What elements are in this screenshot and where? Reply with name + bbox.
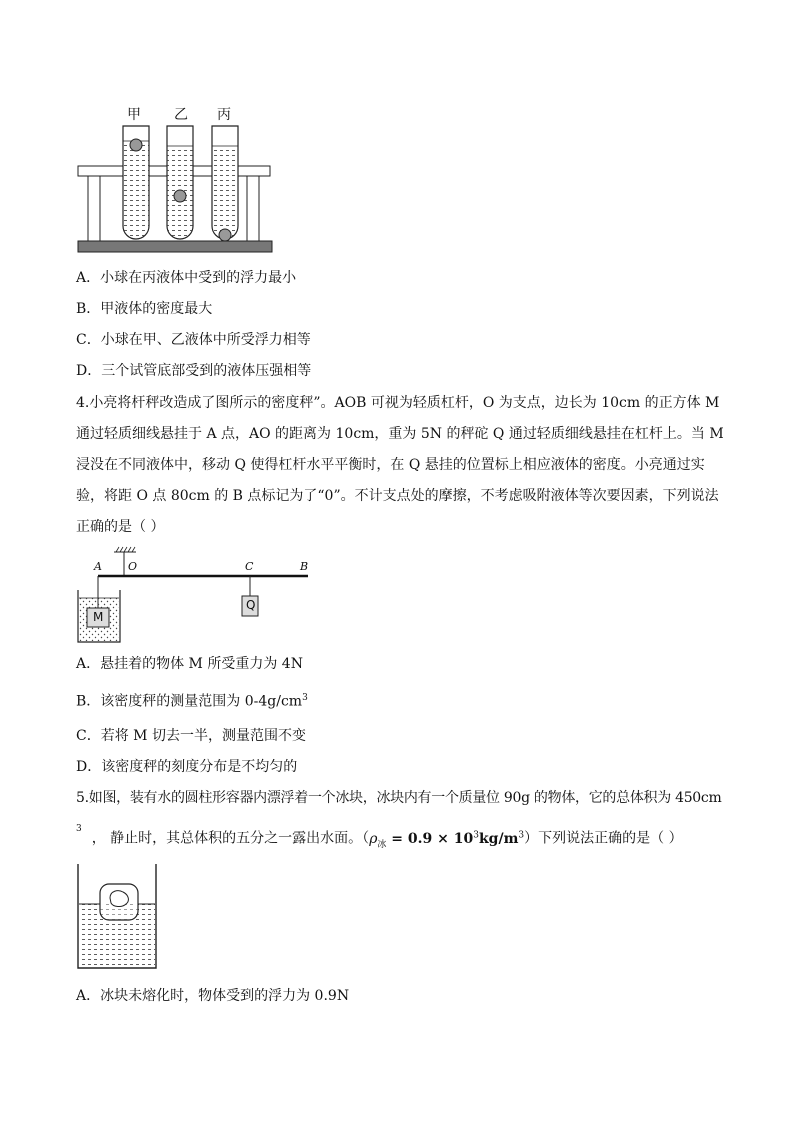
q4-option-b-sup: 3: [302, 693, 308, 703]
q5-option-a: A．冰块未熔化时，物体受到的浮力为 0.9N: [76, 988, 350, 1004]
q4-option-b-text: B．该密度秤的测量范围为 0-4g/cm: [76, 693, 303, 710]
q4-stem-line-2: 通过轻质细线悬挂于 A 点，AO 的距离为 10cm，重为 5N 的秤砣 Q 通过轻质细线悬挂在杠杆上。当 M: [76, 426, 724, 442]
tube-label-jia: 甲: [127, 107, 141, 123]
formula-unit: kg/m: [478, 830, 519, 847]
q4-stem-line-5: 正确的是（ ）: [76, 519, 165, 535]
q3-option-b: B．甲液体的密度最大: [76, 301, 213, 317]
formula-rho: ρ: [369, 830, 378, 847]
tube-yi: [167, 126, 193, 239]
tube-label-bing: 丙: [217, 107, 231, 123]
q5-stem-line-1: 5.如图，装有水的圆柱形容器内漂浮着一个冰块，冰块内有一个质量位 90g 的物体，它的总体积为 450cm: [76, 790, 722, 806]
q5-stem-tail: ）下列说法正确的是（ ）: [524, 830, 683, 847]
point-label-a: A: [94, 560, 102, 573]
q4-stem-line-1: 4.小亮将杆秤改造成了图所示的密度秤”。AOB 可视为轻质杠杆，O 为支点，边长为 10cm 的正方体 M: [76, 395, 720, 411]
block-label-q: Q: [246, 598, 256, 612]
q4-option-c: C．若将 M 切去一半，测量范围不变: [76, 728, 306, 744]
density-scale-figure: [76, 546, 316, 646]
tube-bing: [212, 126, 238, 241]
q3-option-d: D．三个试管底部受到的液体压强相等: [76, 363, 312, 379]
test-tube-rack-figure: [76, 98, 276, 258]
formula-rest: = 0.9 × 10: [386, 830, 474, 847]
point-label-b: B: [300, 560, 309, 573]
q4-option-a: A．悬挂着的物体 M 所受重力为 4N: [76, 656, 303, 672]
q4-option-d: D．该密度秤的刻度分布是不均匀的: [76, 759, 298, 775]
ice-block-figure: [76, 862, 160, 972]
lever-diagram: [76, 546, 316, 646]
q4-option-b: [76, 688, 308, 712]
point-label-c: C: [245, 560, 254, 573]
point-label-o: O: [128, 560, 138, 573]
formula-exp: 3: [473, 830, 479, 840]
formula-unit-exp: 3: [518, 830, 525, 840]
q3-option-a: A．小球在丙液体中受到的浮力最小: [76, 270, 297, 286]
q5-stem-text: ， 静止时，其总体积的五分之一露出水面。（: [91, 830, 370, 847]
tube-jia: [123, 126, 149, 239]
formula-sub: 冰: [377, 839, 387, 850]
ice-container-diagram: [76, 862, 160, 972]
ice-density-formula: [369, 830, 525, 850]
q4-stem-line-3: 浸没在不同液体中，移动 Q 使得杠杆水平平衡时，在 Q 悬挂的位置标上相应液体的密度。小亮通过实: [76, 457, 705, 473]
q5-stem-sup: 3: [76, 824, 82, 834]
tube-label-yi: 乙: [174, 107, 188, 123]
q3-option-c: C．小球在甲、乙液体中所受浮力相等: [76, 332, 311, 348]
block-label-m: M: [93, 610, 104, 624]
q5-stem-line-2: [76, 825, 683, 854]
q4-stem-line-4: 验，将距 O 点 80cm 的 B 点标记为了“0”。不计支点处的摩擦，不考虑吸附液体等次要因素，下列说法: [76, 488, 719, 504]
